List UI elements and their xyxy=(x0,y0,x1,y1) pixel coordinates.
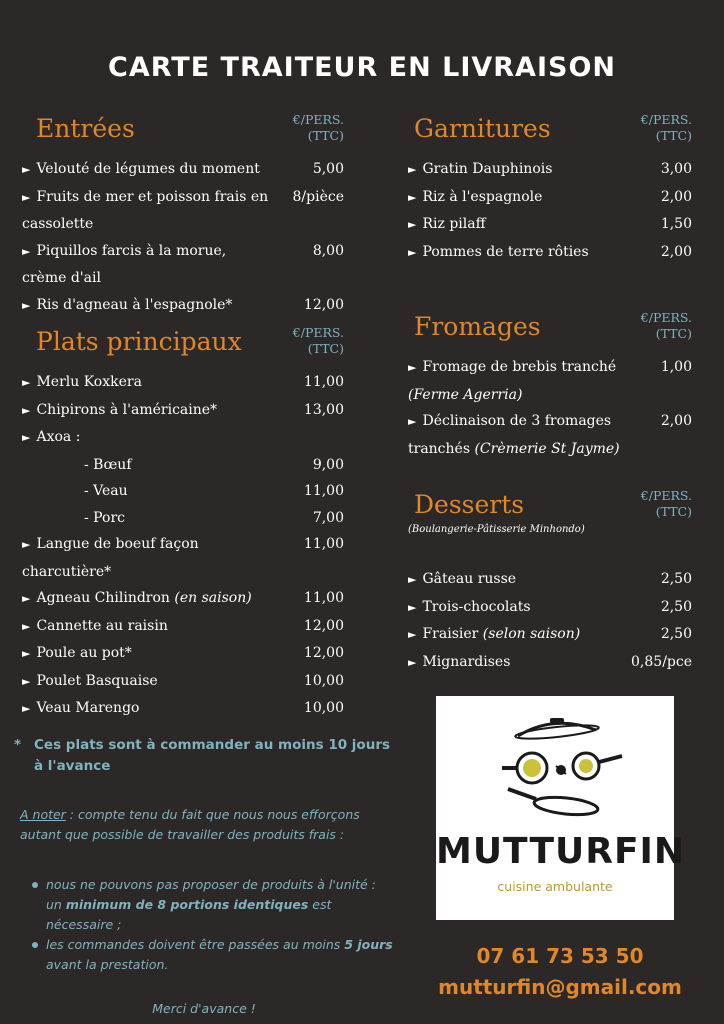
menu-item-price: 11,00 xyxy=(303,483,344,499)
triangle-bullet-icon: ► xyxy=(22,163,31,176)
menu-item-price: 2,00 xyxy=(660,243,692,260)
menu-item-note: (Ferme Agerria) xyxy=(408,386,523,403)
price-unit xyxy=(641,310,692,342)
menu-subitem-name: - Bœuf xyxy=(84,456,132,473)
price-unit-line: €/PERS. xyxy=(292,325,344,340)
page-title: CARTE TRAITEUR EN LIVRAISON xyxy=(108,52,616,83)
desserts-list xyxy=(408,566,700,676)
price-unit xyxy=(293,325,344,357)
section-plats-header xyxy=(22,323,352,369)
menu-subitem-name: - Porc xyxy=(84,509,125,526)
price-unit-line: (TTC) xyxy=(307,128,344,143)
note-item-text: nous ne pouvons pas proposer de produits à l'unité : un xyxy=(46,877,376,912)
menu-item xyxy=(22,585,352,613)
menu-item-price: 13,00 xyxy=(303,401,344,418)
section-desserts-header xyxy=(408,486,700,566)
section-title: Garnitures xyxy=(414,114,551,143)
menu-item-note: (Crèmerie St Jayme) xyxy=(474,440,620,457)
menu-item-name: ► Merlu Koxkera xyxy=(22,374,142,390)
menu-item-name: ► Poule au pot* xyxy=(22,645,132,661)
menu-item-price: 11,00 xyxy=(303,536,344,552)
menu-item-name xyxy=(22,478,352,505)
menu-item xyxy=(22,695,352,723)
triangle-bullet-icon: ► xyxy=(22,298,31,312)
menu-item xyxy=(22,531,352,585)
menu-item xyxy=(408,156,700,184)
menu-item-name: ► Gratin Dauphinois xyxy=(408,161,553,177)
menu-item xyxy=(22,292,352,320)
cookware-illustration-icon xyxy=(436,696,674,831)
menu-item-price: 1,50 xyxy=(660,216,692,232)
menu-item-note: (selon saison) xyxy=(482,626,581,642)
triangle-bullet-icon: ► xyxy=(408,628,417,641)
price-unit-line: €/PERS. xyxy=(640,112,692,127)
menu-item-name: ► Fraisier (selon saison) xyxy=(408,626,581,642)
menu-item-name: ► Veau Marengo xyxy=(22,700,140,716)
note-label: A noter xyxy=(20,807,66,822)
bullet-dot-icon xyxy=(32,882,38,888)
price-unit-line: (TTC) xyxy=(655,326,692,341)
note-item xyxy=(32,875,394,935)
menu-item-price: 7,00 xyxy=(312,509,344,526)
price-unit xyxy=(293,112,344,144)
notes-list xyxy=(14,875,394,975)
right-column xyxy=(408,110,700,676)
note-item xyxy=(32,935,394,975)
fromages-list xyxy=(408,354,700,462)
menu-item-price: 5,00 xyxy=(312,161,344,177)
section-fromages-header xyxy=(408,308,700,354)
star-note-text: Ces plats sont à commander au moins 10 jours à l'avance xyxy=(34,737,391,774)
triangle-bullet-icon: ► xyxy=(22,647,31,660)
menu-item xyxy=(22,397,352,425)
menu-item-name: ► Mignardises xyxy=(408,653,511,670)
triangle-bullet-icon: ► xyxy=(408,245,417,259)
plats-list xyxy=(22,369,352,723)
price-unit-line: €/PERS. xyxy=(640,488,692,503)
menu-item-name xyxy=(22,505,352,532)
menu-item-price: 2,00 xyxy=(660,413,692,429)
logo-name: MUTTURFIN xyxy=(436,831,686,872)
triangle-bullet-icon: ► xyxy=(22,244,31,258)
entrees-list xyxy=(22,156,352,319)
menu-item xyxy=(408,594,700,622)
menu-item-name: ► Gâteau russe xyxy=(408,571,517,587)
menu-item-price: 11,00 xyxy=(303,374,344,390)
menu-item-name: ► Chipirons à l'américaine* xyxy=(22,401,218,418)
menu-item-name: ► Piquillos farcis à la morue, crème d'ail xyxy=(22,242,227,286)
note-paragraph xyxy=(14,805,394,845)
triangle-bullet-icon: ► xyxy=(22,190,31,204)
menu-item-name: ► Cannette au raisin xyxy=(22,617,168,634)
triangle-bullet-icon: ► xyxy=(22,702,31,715)
menu-item-price: 3,00 xyxy=(660,161,692,177)
note-item-text: est nécessaire ; xyxy=(46,897,332,932)
phone-number[interactable]: 07 61 73 53 50 xyxy=(476,944,644,968)
desserts-subtitle: (Boulangerie-Pâtisserie Minhondo) xyxy=(408,524,585,535)
menu-item xyxy=(22,424,352,452)
menu-item-note: (en saison) xyxy=(174,590,252,606)
triangle-bullet-icon: ► xyxy=(22,431,31,444)
menu-item xyxy=(408,211,700,239)
menu-item xyxy=(408,408,700,462)
menu-item-name: ► Pommes de terre rôties xyxy=(408,243,589,260)
triangle-bullet-icon: ► xyxy=(22,674,31,688)
note-item-emphasis: minimum de 8 portions identiques xyxy=(65,897,309,912)
triangle-bullet-icon: ► xyxy=(408,190,417,204)
menu-item-name: ► Langue de boeuf façon charcutière* xyxy=(22,536,199,580)
left-column xyxy=(22,110,352,723)
menu-item-price: 12,00 xyxy=(303,296,344,313)
menu-item xyxy=(408,239,700,267)
section-title: Fromages xyxy=(414,312,541,341)
menu-item xyxy=(22,238,352,292)
notes-block xyxy=(14,735,394,1016)
menu-item xyxy=(22,452,352,479)
menu-item xyxy=(22,369,352,397)
menu-item-name xyxy=(22,452,352,479)
menu-item-name: ► Riz à l'espagnole xyxy=(408,188,543,205)
section-entrees-header xyxy=(22,110,352,156)
note-text: : compte tenu du fait que nous nous efforçons autant que possible de travailler des produits frais : xyxy=(20,807,360,842)
triangle-bullet-icon: ► xyxy=(408,415,417,428)
menu-item xyxy=(408,566,700,594)
menu-item xyxy=(22,184,352,238)
triangle-bullet-icon: ► xyxy=(408,218,417,231)
menu-item xyxy=(22,640,352,668)
menu-item-price: 2,50 xyxy=(660,598,692,615)
menu-item-price: 2,00 xyxy=(660,188,692,205)
note-item-text: les commandes doivent être passées au moins xyxy=(46,937,345,952)
triangle-bullet-icon: ► xyxy=(22,538,31,551)
triangle-bullet-icon: ► xyxy=(22,403,31,417)
menu-item-name: ► Déclinaison de 3 fromages tranchés (Crèmerie St Jayme) xyxy=(408,413,620,457)
menu-item-price: 12,00 xyxy=(303,645,344,661)
menu-item xyxy=(22,156,352,184)
triangle-bullet-icon: ► xyxy=(408,163,417,176)
menu-item-name: ► Fromage de brebis tranché (Ferme Agerria) xyxy=(408,359,617,403)
menu-item-name: ► Fruits de mer et poisson frais en cassolette xyxy=(22,188,269,232)
triangle-bullet-icon: ► xyxy=(22,376,31,389)
note-item-emphasis: 5 jours xyxy=(344,937,393,952)
menu-item xyxy=(408,184,700,212)
menu-item-price: 2,50 xyxy=(660,571,692,587)
menu-item-price: 8,00 xyxy=(312,242,344,259)
menu-item-name: ► Trois-chocolats xyxy=(408,598,531,615)
menu-item-name: ► Agneau Chilindron (en saison) xyxy=(22,590,252,606)
triangle-bullet-icon: ► xyxy=(22,619,31,633)
menu-item-name: ► Riz pilaff xyxy=(408,216,486,232)
menu-item-name: ► Ris d'agneau à l'espagnole* xyxy=(22,296,233,313)
email-address[interactable]: mutturfin@gmail.com xyxy=(438,975,682,999)
price-unit-line: €/PERS. xyxy=(292,112,344,127)
brand-logo xyxy=(436,696,686,920)
menu-item-price: 1,00 xyxy=(660,359,692,375)
menu-item xyxy=(22,668,352,696)
section-garnitures-header xyxy=(408,110,700,156)
menu-item-price: 12,00 xyxy=(303,617,344,634)
menu-item-name: ► Poulet Basquaise xyxy=(22,672,158,689)
price-unit xyxy=(641,488,692,520)
triangle-bullet-icon: ► xyxy=(408,573,417,586)
menu-item-price: 2,50 xyxy=(660,626,692,642)
section-title: Entrées xyxy=(36,114,135,143)
menu-item-price: 8/pièce xyxy=(292,188,344,205)
logo-subtitle: cuisine ambulante xyxy=(497,879,613,894)
menu-item xyxy=(408,621,700,649)
menu-item-price: 10,00 xyxy=(303,672,344,689)
price-unit-line: (TTC) xyxy=(655,504,692,519)
menu-item-price: 9,00 xyxy=(312,456,344,473)
menu-item-name: ► Axoa : xyxy=(22,429,81,445)
menu-item-price: 10,00 xyxy=(303,700,344,716)
note-item-text: avant la prestation. xyxy=(46,957,169,972)
menu-item xyxy=(408,649,700,677)
menu-item xyxy=(408,354,700,408)
star-note xyxy=(14,735,394,777)
bullet-dot-icon xyxy=(32,942,38,948)
menu-item-name: ► Velouté de légumes du moment xyxy=(22,161,260,177)
triangle-bullet-icon: ► xyxy=(22,592,31,605)
garnitures-list xyxy=(408,156,700,266)
menu-item xyxy=(22,613,352,641)
thanks-text: Merci d'avance ! xyxy=(152,1001,256,1016)
triangle-bullet-icon: ► xyxy=(408,361,417,374)
menu-item xyxy=(22,505,352,532)
price-unit-line: €/PERS. xyxy=(640,310,692,325)
triangle-bullet-icon: ► xyxy=(408,600,417,614)
triangle-bullet-icon: ► xyxy=(408,655,417,669)
menu-item-price: 0,85/pce xyxy=(631,653,692,670)
menu-item xyxy=(22,478,352,505)
asterisk-symbol: * xyxy=(14,737,22,753)
price-unit xyxy=(641,112,692,144)
section-title: Desserts xyxy=(414,490,525,519)
section-title: Plats principaux xyxy=(36,327,242,356)
menu-subitem-name: - Veau xyxy=(84,483,128,499)
price-unit-line: (TTC) xyxy=(655,128,692,143)
price-unit-line: (TTC) xyxy=(307,341,344,356)
menu-item-price: 11,00 xyxy=(303,590,344,606)
